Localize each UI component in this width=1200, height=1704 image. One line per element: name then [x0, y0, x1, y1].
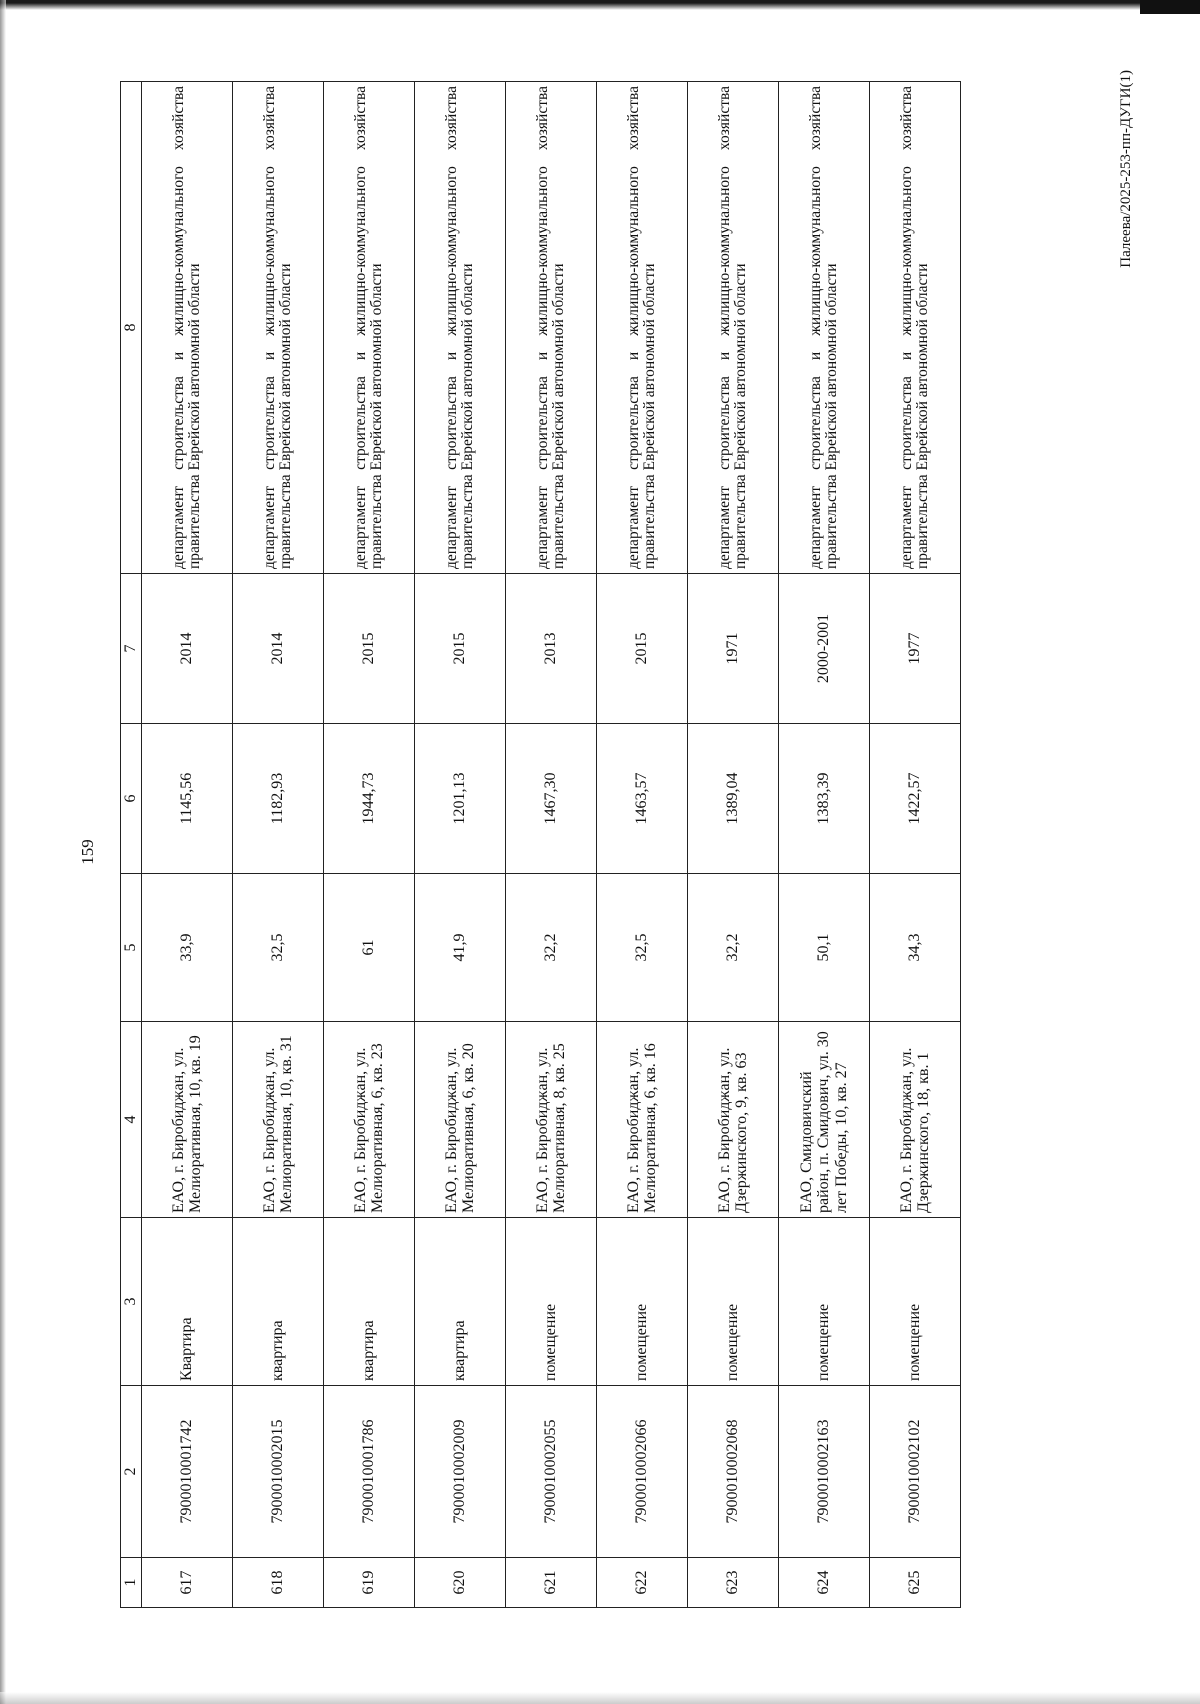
column-header: 4 — [121, 1022, 142, 1218]
property-type: квартира — [415, 1218, 506, 1386]
cadastral-number: 7900010002009 — [415, 1386, 506, 1558]
table-row — [688, 82, 779, 1608]
property-holder: департамент строительства и жилищно-коммунального хозяйства правительства Еврейской автономной области — [688, 82, 779, 574]
property-type: помещение — [688, 1218, 779, 1386]
column-header: 8 — [121, 82, 142, 574]
property-area: 50,1 — [779, 874, 870, 1022]
row-number: 618 — [233, 1558, 324, 1608]
property-holder: департамент строительства и жилищно-коммунального хозяйства правительства Еврейской автономной области — [324, 82, 415, 574]
column-header: 6 — [121, 724, 142, 874]
property-area: 32,2 — [506, 874, 597, 1022]
page-number: 159 — [78, 839, 97, 865]
table-row — [779, 82, 870, 1608]
property-holder: департамент строительства и жилищно-коммунального хозяйства правительства Еврейской автономной области — [415, 82, 506, 574]
column-header: 3 — [121, 1218, 142, 1386]
property-holder: департамент строительства и жилищно-коммунального хозяйства правительства Еврейской автономной области — [506, 82, 597, 574]
table-row — [233, 82, 324, 1608]
cadastral-number: 7900010002068 — [688, 1386, 779, 1558]
column-header: 2 — [121, 1386, 142, 1558]
cadastral-number: 7900010002055 — [506, 1386, 597, 1558]
property-year: 1977 — [870, 574, 961, 724]
property-year: 2014 — [233, 574, 324, 724]
property-address: ЕАО, г. Биробиджан, ул. Дзержинского, 9, кв. 63 — [688, 1022, 779, 1218]
row-number: 623 — [688, 1558, 779, 1608]
cadastral-number: 7900010002163 — [779, 1386, 870, 1558]
property-address: ЕАО, г. Биробиджан, ул. Мелиоративная, 8, кв. 25 — [506, 1022, 597, 1218]
table-row — [324, 82, 415, 1608]
cadastral-number: 7900010002015 — [233, 1386, 324, 1558]
row-number: 619 — [324, 1558, 415, 1608]
property-holder: департамент строительства и жилищно-коммунального хозяйства правительства Еврейской автономной области — [597, 82, 688, 574]
property-type: помещение — [779, 1218, 870, 1386]
property-area: 32,5 — [233, 874, 324, 1022]
property-year: 2000-2001 — [779, 574, 870, 724]
property-value: 1383,39 — [779, 724, 870, 874]
property-year: 2014 — [142, 574, 233, 724]
row-number: 622 — [597, 1558, 688, 1608]
property-year: 2015 — [324, 574, 415, 724]
property-holder: департамент строительства и жилищно-коммунального хозяйства правительства Еврейской автономной области — [233, 82, 324, 574]
property-address: ЕАО, г. Биробиджан, ул. Мелиоративная, 6, кв. 16 — [597, 1022, 688, 1218]
property-value: 1182,93 — [233, 724, 324, 874]
property-area: 33,9 — [142, 874, 233, 1022]
property-address: ЕАО, Смидовичский район, п. Смидович, ул. 30 лет Победы, 10, кв. 27 — [779, 1022, 870, 1218]
property-area: 32,5 — [597, 874, 688, 1022]
table-row — [870, 82, 961, 1608]
column-header: 5 — [121, 874, 142, 1022]
property-year: 1971 — [688, 574, 779, 724]
property-value: 1422,57 — [870, 724, 961, 874]
property-type: помещение — [870, 1218, 961, 1386]
property-value: 1944,73 — [324, 724, 415, 874]
row-number: 620 — [415, 1558, 506, 1608]
cadastral-number: 7900010001786 — [324, 1386, 415, 1558]
cadastral-number: 7900010001742 — [142, 1386, 233, 1558]
property-year: 2013 — [506, 574, 597, 724]
property-address: ЕАО, г. Биробиджан, ул. Мелиоративная, 6, кв. 20 — [415, 1022, 506, 1218]
row-number: 624 — [779, 1558, 870, 1608]
cadastral-number: 7900010002066 — [597, 1386, 688, 1558]
property-value: 1389,04 — [688, 724, 779, 874]
table-row — [597, 82, 688, 1608]
column-header: 7 — [121, 574, 142, 724]
property-address: ЕАО, г. Биробиджан, ул. Мелиоративная, 6, кв. 23 — [324, 1022, 415, 1218]
property-area: 61 — [324, 874, 415, 1022]
property-address: ЕАО, г. Биробиджан, ул. Мелиоративная, 10, кв. 19 — [142, 1022, 233, 1218]
property-address: ЕАО, г. Биробиджан, ул. Дзержинского, 18, кв. 1 — [870, 1022, 961, 1218]
property-type: помещение — [506, 1218, 597, 1386]
property-year: 2015 — [415, 574, 506, 724]
table-row — [415, 82, 506, 1608]
property-area: 32,2 — [688, 874, 779, 1022]
document-reference: Палеева/2025-253-пп-ДУГИ(1) — [1118, 70, 1134, 268]
property-type: Квартира — [142, 1218, 233, 1386]
property-type: квартира — [324, 1218, 415, 1386]
property-holder: департамент строительства и жилищно-коммунального хозяйства правительства Еврейской автономной области — [870, 82, 961, 574]
property-registry-table — [120, 81, 961, 1608]
property-holder: департамент строительства и жилищно-коммунального хозяйства правительства Еврейской автономной области — [779, 82, 870, 574]
cadastral-number: 7900010002102 — [870, 1386, 961, 1558]
property-area: 34,3 — [870, 874, 961, 1022]
table-row — [142, 82, 233, 1608]
property-address: ЕАО, г. Биробиджан, ул. Мелиоративная, 10, кв. 31 — [233, 1022, 324, 1218]
column-header: 1 — [121, 1558, 142, 1608]
property-type: квартира — [233, 1218, 324, 1386]
row-number: 617 — [142, 1558, 233, 1608]
property-area: 41,9 — [415, 874, 506, 1022]
property-holder: департамент строительства и жилищно-коммунального хозяйства правительства Еврейской автономной области — [142, 82, 233, 574]
property-value: 1467,30 — [506, 724, 597, 874]
table-row — [506, 82, 597, 1608]
row-number: 625 — [870, 1558, 961, 1608]
row-number: 621 — [506, 1558, 597, 1608]
property-value: 1463,57 — [597, 724, 688, 874]
property-value: 1145,56 — [142, 724, 233, 874]
property-year: 2015 — [597, 574, 688, 724]
property-type: помещение — [597, 1218, 688, 1386]
table-header-row — [121, 82, 142, 1608]
property-value: 1201,13 — [415, 724, 506, 874]
